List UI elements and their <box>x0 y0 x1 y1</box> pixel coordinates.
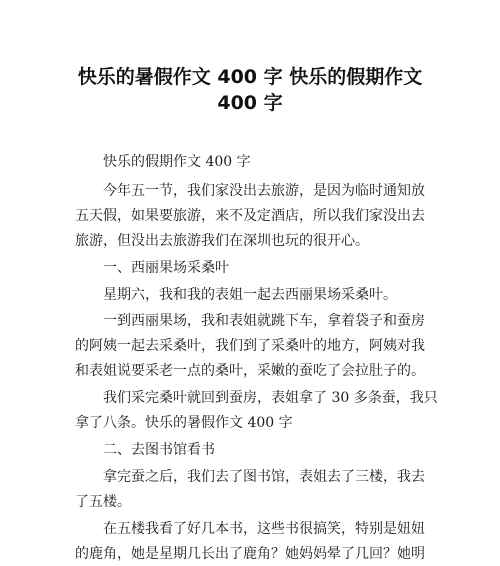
paragraph-line: 五天假，如果要旅游，来不及定酒店，所以我们家没出去 <box>75 208 425 224</box>
paragraph-line: 星期六，我和我的表姐一起去西丽果场采桑叶。 <box>103 287 397 303</box>
paragraph-line: 和表姐说要采老一点的桑叶，采嫩的蚕吃了会拉肚子的。 <box>75 363 425 379</box>
paragraph-line: 拿了八条。快乐的暑假作文 400 字 <box>75 415 293 431</box>
paragraph-line: 拿完蚕之后，我们去了图书馆，表姐去了三楼，我去 <box>103 469 425 485</box>
paragraph-line: 的鹿角，她是星期几长出了鹿角？她妈妈晕了几回？她明 <box>75 546 425 562</box>
section-heading: 二、去图书馆看书 <box>103 442 215 458</box>
paragraph-line: 旅游，但没出去旅游我们在深圳也玩的很开心。 <box>75 233 369 249</box>
paragraph-line: 的阿姨一起去采桑叶，我们到了采桑叶的地方，阿姨对我 <box>75 338 425 354</box>
paragraph-line: 我们采完桑叶就回到蚕房，表姐拿了 30 多条蚕，我只 <box>103 390 438 406</box>
section-heading: 一、西丽果场采桑叶 <box>103 260 229 276</box>
document-title-line-2: 400 字 <box>217 92 283 114</box>
paragraph-heading: 快乐的假期作文 400 字 <box>103 154 251 170</box>
document-title-line-1: 快乐的暑假作文 400 字 快乐的假期作文 <box>77 66 423 88</box>
paragraph-line: 一到西丽果场，我和表姐就跳下车，拿着袋子和蚕房 <box>103 313 425 329</box>
paragraph-line: 了五楼。 <box>75 494 131 510</box>
paragraph-line: 今年五一节，我们家没出去旅游，是因为临时通知放 <box>103 183 425 199</box>
paragraph-line: 在五楼我看了好几本书，这些书很搞笑，特别是妞妞 <box>103 521 425 537</box>
